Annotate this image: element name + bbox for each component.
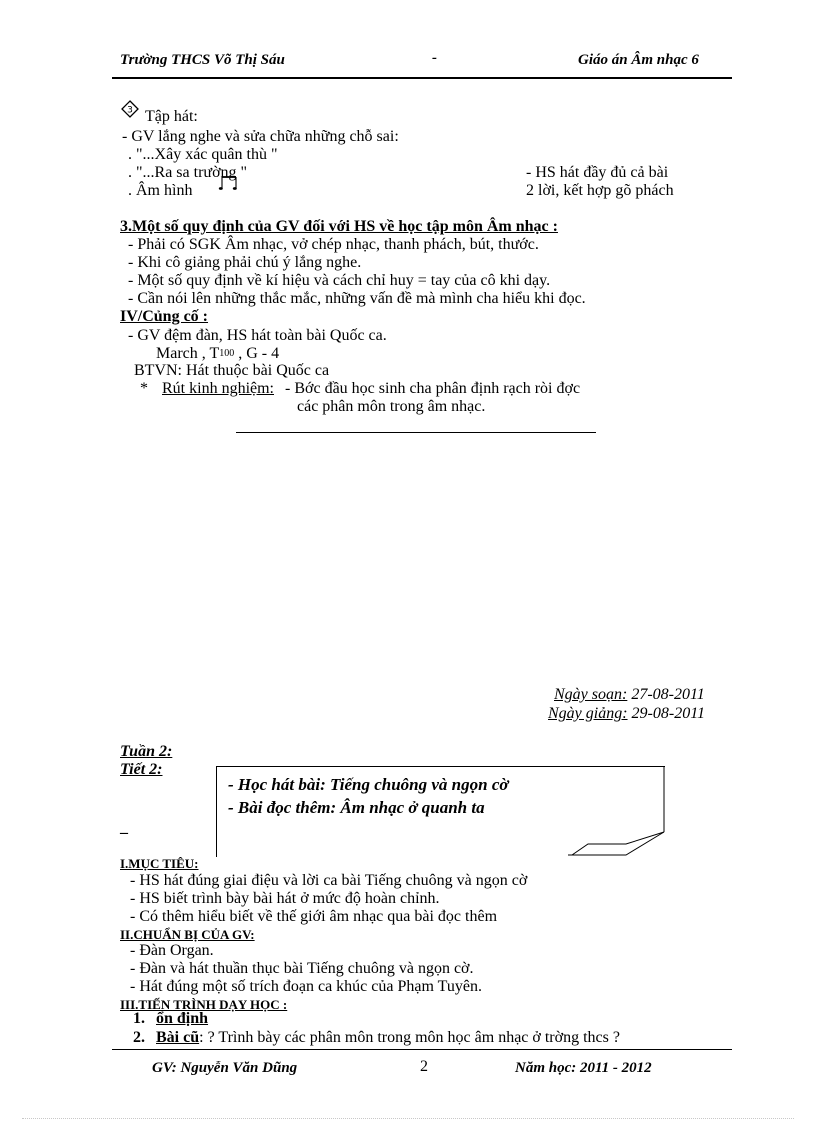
period-label: Tiết 2: <box>120 761 163 778</box>
practice-title: Tập hát: <box>145 108 198 125</box>
practice-item-2: . "...Ra sa trường " <box>128 164 248 181</box>
teach-date <box>548 705 705 723</box>
homework-line: BTVN: Hát thuộc bài Quốc ca <box>134 362 330 379</box>
preparation-1: - Đàn Organ. <box>130 942 214 959</box>
badge-number: 3 <box>127 105 133 116</box>
objective-2: - HS biết trình bày bài hát ở mức độ hoàn chỉnh. <box>130 890 440 907</box>
lesson-title-2: - Bài đọc thêm: Âm nhạc ở quanh ta <box>228 798 485 817</box>
header-dash: - <box>432 50 437 66</box>
consolidation-line-1: - GV đệm đàn, HS hát toàn bài Quốc ca. <box>128 327 387 344</box>
prep-date <box>554 686 705 704</box>
key-value: , G - 4 <box>234 345 280 362</box>
footer-teacher: GV: Nguyễn Văn Dũng <box>152 1060 298 1076</box>
experience-text-2: các phân môn trong âm nhạc. <box>297 398 486 415</box>
preparation-heading: II.CHUẨN BỊ CỦA GV: <box>120 927 255 942</box>
process-step-2-text: : ? Trình bày các phân môn trong môn học âm nhạc ở trờng thcs ? <box>199 1029 620 1046</box>
rhythm-notation-icon <box>218 174 240 192</box>
folded-corner-icon <box>568 760 668 860</box>
practice-hs-sing: - HS hát đầy đủ cả bài <box>526 164 669 181</box>
process-number-1: 1. <box>133 1010 145 1027</box>
objective-3: - Có thêm hiểu biết về thế giới âm nhạc qua bài đọc thêm <box>130 908 498 925</box>
header-subject: Giáo án Âm nhạc 6 <box>578 52 699 68</box>
objectives-heading: I.MỤC TIÊU: <box>120 856 199 871</box>
experience-text-1: - Bớc đầu học sinh cha phân định rạch ròi đợc <box>285 380 581 397</box>
rules-heading: 3.Một số quy định của GV đối với HS về học tập môn Âm nhạc : <box>120 218 558 235</box>
teach-date-value: 29-08-2011 <box>627 705 706 722</box>
prep-date-value: 27-08-2011 <box>627 686 705 703</box>
preparation-3: - Hát đúng một số trích đoạn ca khúc của Phạm Tuyên. <box>130 978 482 995</box>
consolidation-heading: IV/Củng cố : <box>120 308 209 325</box>
practice-item-1: . "...Xây xác quân thù " <box>128 146 278 163</box>
header-rule <box>112 77 732 79</box>
rule-3: - Một số quy định về kí hiệu và cách chỉ huy = tay của cô khi dạy. <box>128 272 551 289</box>
lesson-title-1: - Học hát bài: Tiếng chuông và ngọn cờ <box>228 775 509 794</box>
practice-gv-listen: - GV lắng nghe và sửa chữa những chỗ sai: <box>122 128 399 145</box>
page-bottom-edge <box>22 1118 794 1119</box>
process-step-1: ổn định <box>156 1010 209 1027</box>
experience-star: * <box>140 380 148 397</box>
week-label: Tuần 2: <box>120 743 173 760</box>
experience-label: Rút kinh nghiệm: <box>162 380 274 397</box>
process-heading: III.TIẾN TRÌNH DẠY HỌC : <box>120 997 288 1012</box>
stray-dash: – <box>120 824 128 841</box>
footer-rule <box>112 1049 732 1050</box>
practice-item-3: . Âm hình <box>128 182 193 199</box>
numbered-badge-icon <box>121 100 139 118</box>
header-school: Trường THCS Võ Thị Sáu <box>120 52 285 68</box>
practice-two-verses: 2 lời, kết hợp gõ phách <box>526 182 674 199</box>
objective-1: - HS hát đúng giai điệu và lời ca bài Tiếng chuông và ngọn cờ <box>130 872 528 889</box>
footer-year: Năm học: 2011 - 2012 <box>515 1060 652 1076</box>
preparation-2: - Đàn và hát thuần thục bài Tiếng chuông và ngọn cờ. <box>130 960 474 977</box>
process-step-2 <box>156 1029 620 1047</box>
rule-4: - Cần nói lên những thắc mắc, những vấn đề mà mình cha hiểu khi đọc. <box>128 290 586 307</box>
prep-date-label: Ngày soạn: <box>554 686 628 703</box>
footer-page-number: 2 <box>420 1058 428 1075</box>
teach-date-label: Ngày giảng: <box>548 705 628 722</box>
march-label: March , T <box>156 345 220 362</box>
section-divider <box>236 432 596 433</box>
rule-1: - Phải có SGK Âm nhạc, vở chép nhạc, thanh phách, bút, thước. <box>128 236 539 253</box>
tempo-value: 100 <box>219 348 235 359</box>
rule-2: - Khi cô giảng phải chú ý lắng nghe. <box>128 254 362 271</box>
process-number-2: 2. <box>133 1029 145 1046</box>
process-step-2-label: Bài cũ <box>156 1029 200 1046</box>
